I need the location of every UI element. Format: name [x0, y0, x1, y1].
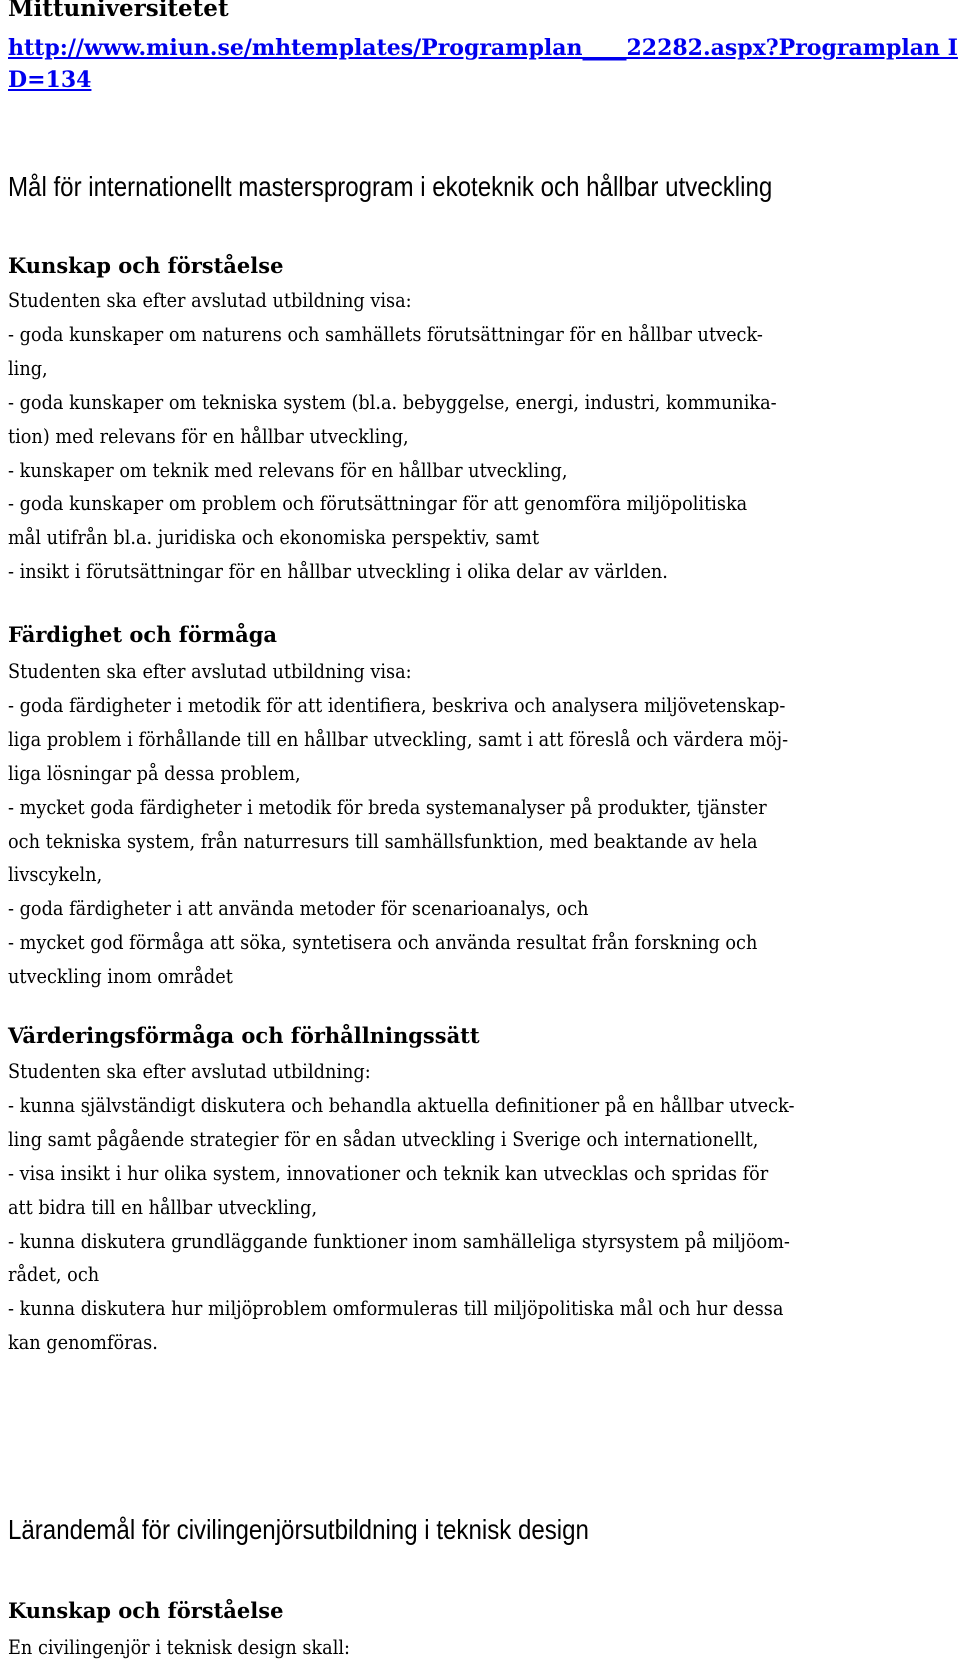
text-line: att bidra till en hållbar utveckling,	[8, 1194, 318, 1219]
text-line: ling,	[8, 355, 48, 380]
text-line: kan genomföras.	[8, 1330, 158, 1355]
text-line: - goda kunskaper om problem och förutsättningar för att genomföra miljöpolitiska	[8, 491, 748, 516]
text-line: - kunskaper om teknik med relevans för en hållbar utveckling,	[8, 457, 568, 482]
text-line: - mycket goda färdigheter i metodik för breda systemanalyser på produkter, tjänster	[8, 794, 767, 819]
text-line: liga problem i förhållande till en hållbar utveckling, samt i att föreslå och värdera möj-	[8, 726, 789, 751]
program-plan-link[interactable]: http://www.miun.se/mhtemplates/Programplan____22282.aspx?Programplan ID=134	[8, 35, 958, 93]
text-line: - visa insikt i hur olika system, innovationer och teknik kan utvecklas och spridas för	[8, 1160, 769, 1185]
organization-name: Mittuniversitetet	[8, 0, 229, 22]
paragraph-skills	[8, 655, 960, 994]
text-line: Studenten ska efter avslutad utbildning:	[8, 1059, 371, 1083]
subheading-skills: Färdighet och förmåga	[8, 622, 278, 647]
text-line: - goda färdigheter i metodik för att identifiera, beskriva och analysera miljövetenskap-	[8, 692, 786, 717]
text-line: En civilingenjör i teknisk design skall:	[8, 1635, 350, 1659]
text-line: - goda färdigheter i att använda metoder för scenarioanalys, och	[8, 896, 589, 921]
section-title-technical-design: Lärandemål för civilingenjörsutbildning i teknisk design	[8, 1514, 589, 1545]
paragraph-technical-design	[8, 1631, 960, 1665]
text-line: liga lösningar på dessa problem,	[8, 760, 301, 785]
text-line: livscykeln,	[8, 862, 103, 887]
subheading-knowledge-technical-design: Kunskap och förståelse	[8, 1598, 284, 1623]
text-line: utveckling inom området	[8, 964, 233, 989]
text-line: - goda kunskaper om tekniska system (bl.a. bebyggelse, energi, industri, kommunika-	[8, 389, 777, 414]
text-line: ling samt pågående strategier för en sådan utveckling i Sverige och internationellt,	[8, 1126, 759, 1151]
section-title-masters-program: Mål för internationellt mastersprogram i ekoteknik och hållbar utveckling	[8, 171, 773, 202]
text-line: tion) med relevans för en hållbar utveckling,	[8, 423, 409, 448]
paragraph-values	[8, 1055, 960, 1360]
text-line: - mycket god förmåga att söka, syntetisera och använda resultat från forskning och	[8, 930, 758, 955]
text-line: - kunna diskutera hur miljöproblem omformuleras till miljöpolitiska mål och hur dessa	[8, 1296, 784, 1321]
subheading-values: Värderingsförmåga och förhållningssätt	[8, 1023, 480, 1048]
text-line: - goda kunskaper om naturens och samhällets förutsättningar för en hållbar utveck-	[8, 321, 763, 346]
text-line: - kunna självständigt diskutera och behandla aktuella definitioner på en hållbar utveck-	[8, 1092, 795, 1117]
text-line: rådet, och	[8, 1262, 100, 1287]
text-line: - insikt i förutsättningar för en hållbar utveckling i olika delar av världen.	[8, 559, 668, 584]
paragraph-knowledge	[8, 284, 960, 589]
text-line: mål utifrån bl.a. juridiska och ekonomiska perspektiv, samt	[8, 525, 540, 550]
subheading-knowledge: Kunskap och förståelse	[8, 253, 284, 278]
text-line: Studenten ska efter avslutad utbildning visa:	[8, 288, 412, 312]
text-line: - kunna diskutera grundläggande funktioner inom samhälleliga styrsystem på miljöom-	[8, 1228, 790, 1253]
text-line: Studenten ska efter avslutad utbildning visa:	[8, 659, 412, 683]
text-line: och tekniska system, från naturresurs till samhällsfunktion, med beaktande av hela	[8, 828, 758, 853]
